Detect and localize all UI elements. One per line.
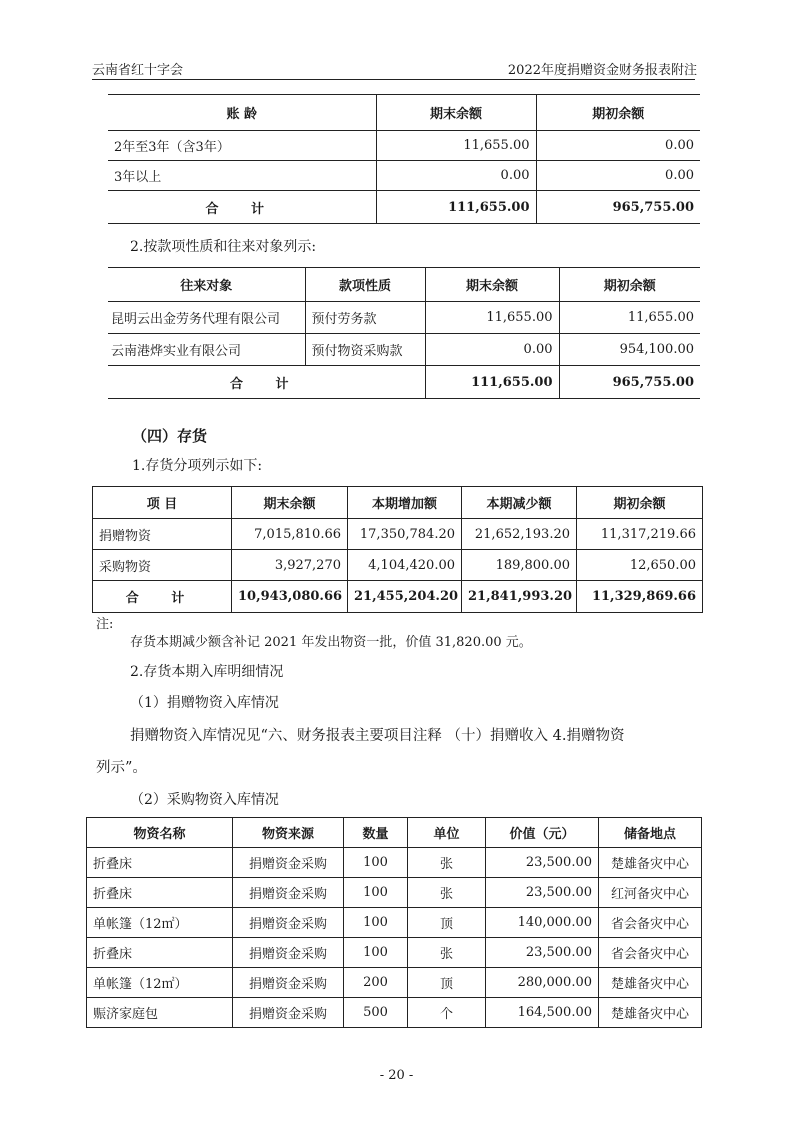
table-row	[108, 131, 700, 161]
cell: 0.00	[536, 161, 700, 191]
cell: 个	[408, 998, 486, 1028]
table-row	[87, 938, 702, 968]
cell: 采购物资	[93, 550, 232, 581]
table-row	[87, 998, 702, 1028]
cell: 23,500.00	[486, 848, 599, 878]
total-row	[108, 191, 700, 224]
cell: 捐赠物资	[93, 519, 232, 550]
sub2-item1: （1）捐赠物资入库情况	[130, 695, 279, 711]
counterparty-table	[108, 267, 700, 399]
cell: 11,317,219.66	[577, 519, 703, 550]
purchase-table	[86, 817, 702, 1028]
aging-header-begin: 期初余额	[536, 95, 700, 131]
table-row	[87, 968, 702, 998]
cell: 昆明云出金劳务代理有限公司	[108, 302, 305, 334]
cell: 17,350,784.20	[348, 519, 462, 550]
cell: 顶	[408, 968, 486, 998]
header-rule	[92, 79, 695, 80]
cell: 捐赠资金采购	[233, 938, 344, 968]
header-cell: 价值（元）	[486, 818, 599, 848]
cell: 预付劳务款	[305, 302, 425, 334]
cell: 11,655.00	[376, 131, 536, 161]
header-cell: 往来对象	[108, 268, 305, 302]
cell: 10,943,080.66	[232, 581, 348, 613]
section-2-title: 2.按款项性质和往来对象列示:	[130, 239, 317, 255]
cell: 楚雄备灾中心	[599, 998, 702, 1028]
table-row	[93, 519, 703, 550]
cell: 赈济家庭包	[87, 998, 233, 1028]
header-cell: 款项性质	[305, 268, 425, 302]
cell: 折叠床	[87, 878, 233, 908]
header-cell: 期末余额	[425, 268, 559, 302]
cell: 12,650.00	[577, 550, 703, 581]
cell: 张	[408, 878, 486, 908]
table-row	[108, 302, 700, 334]
header-title: 2022年度捐赠资金财务报表附注	[507, 63, 697, 78]
cell: 100	[344, 938, 408, 968]
header-cell: 数量	[344, 818, 408, 848]
cell: 500	[344, 998, 408, 1028]
cell: 140,000.00	[486, 908, 599, 938]
inventory-table	[92, 486, 703, 613]
header-cell: 期初余额	[559, 268, 700, 302]
cell: 张	[408, 938, 486, 968]
header-cell: 期初余额	[577, 487, 703, 519]
cell: 捐赠资金采购	[233, 878, 344, 908]
cell: 100	[344, 878, 408, 908]
cell: 红河备灾中心	[599, 878, 702, 908]
table-row	[93, 550, 703, 581]
note-label: 注:	[96, 617, 114, 632]
cell: 顶	[408, 908, 486, 938]
cell: 捐赠资金采购	[233, 848, 344, 878]
inventory-sub1: 1.存货分项列示如下:	[132, 458, 263, 474]
cell: 23,500.00	[486, 878, 599, 908]
header-cell: 物资来源	[233, 818, 344, 848]
cell: 21,455,204.20	[348, 581, 462, 613]
cell: 965,755.00	[536, 191, 700, 224]
table-row	[108, 334, 700, 366]
cell: 0.00	[536, 131, 700, 161]
cell: 捐赠资金采购	[233, 908, 344, 938]
cell: 111,655.00	[376, 191, 536, 224]
aging-table	[108, 94, 700, 224]
cell: 280,000.00	[486, 968, 599, 998]
cell: 11,329,869.66	[577, 581, 703, 613]
aging-header-end: 期末余额	[376, 95, 536, 131]
cell: 云南港烨实业有限公司	[108, 334, 305, 366]
cell: 23,500.00	[486, 938, 599, 968]
cell: 100	[344, 908, 408, 938]
cell: 0.00	[376, 161, 536, 191]
header-cell: 储备地点	[599, 818, 702, 848]
cell: 21,652,193.20	[462, 519, 577, 550]
cell: 折叠床	[87, 848, 233, 878]
page-number: - 20 -	[379, 1068, 414, 1083]
heading-inventory: （四）存货	[132, 427, 208, 445]
cell: 189,800.00	[462, 550, 577, 581]
sub2-item1-paragraph-end: 列示”。	[96, 760, 147, 776]
cell: 捐赠资金采购	[233, 998, 344, 1028]
header-cell: 期末余额	[232, 487, 348, 519]
cell: 111,655.00	[425, 366, 559, 399]
cell: 21,841,993.20	[462, 581, 577, 613]
header-cell: 本期增加额	[348, 487, 462, 519]
header-cell: 项 目	[93, 487, 232, 519]
cell: 954,100.00	[559, 334, 700, 366]
cell: 张	[408, 848, 486, 878]
header-cell: 本期减少额	[462, 487, 577, 519]
cell: 楚雄备灾中心	[599, 968, 702, 998]
cell: 单帐篷（12㎡）	[87, 908, 233, 938]
cell: 2年至3年（含3年）	[108, 131, 376, 161]
cell: 折叠床	[87, 938, 233, 968]
table-row	[87, 878, 702, 908]
header-cell: 物资名称	[87, 818, 233, 848]
cell: 11,655.00	[425, 302, 559, 334]
cell: 100	[344, 848, 408, 878]
sub2-item1-paragraph: 捐赠物资入库情况见“六、财务报表主要项目注释 （十）捐赠收入 4.捐赠物资	[130, 728, 625, 744]
cell: 4,104,420.00	[348, 550, 462, 581]
cell: 预付物资采购款	[305, 334, 425, 366]
cell: 3年以上	[108, 161, 376, 191]
table-row	[87, 908, 702, 938]
cell: 单帐篷（12㎡）	[87, 968, 233, 998]
total-row	[108, 366, 700, 399]
cell: 3,927,270	[232, 550, 348, 581]
table-row	[87, 848, 702, 878]
inventory-sub2: 2.存货本期入库明细情况	[130, 664, 284, 680]
cell: 200	[344, 968, 408, 998]
header-org: 云南省红十字会	[92, 63, 184, 78]
cell: 965,755.00	[559, 366, 700, 399]
cell: 省会备灾中心	[599, 908, 702, 938]
aging-header-age: 账 龄	[108, 95, 376, 131]
note-text: 存货本期减少额含补记 2021 年发出物资一批，价值 31,820.00 元。	[130, 635, 532, 650]
table-row	[108, 161, 700, 191]
cell: 0.00	[425, 334, 559, 366]
cell: 捐赠资金采购	[233, 968, 344, 998]
header-cell: 单位	[408, 818, 486, 848]
cell: 合 计	[108, 366, 425, 399]
sub2-item2: （2）采购物资入库情况	[130, 792, 279, 808]
cell: 合 计	[108, 191, 376, 224]
cell: 7,015,810.66	[232, 519, 348, 550]
cell: 省会备灾中心	[599, 938, 702, 968]
cell: 11,655.00	[559, 302, 700, 334]
cell: 164,500.00	[486, 998, 599, 1028]
cell: 楚雄备灾中心	[599, 848, 702, 878]
cell: 合 计	[93, 581, 232, 613]
total-row	[93, 581, 703, 613]
